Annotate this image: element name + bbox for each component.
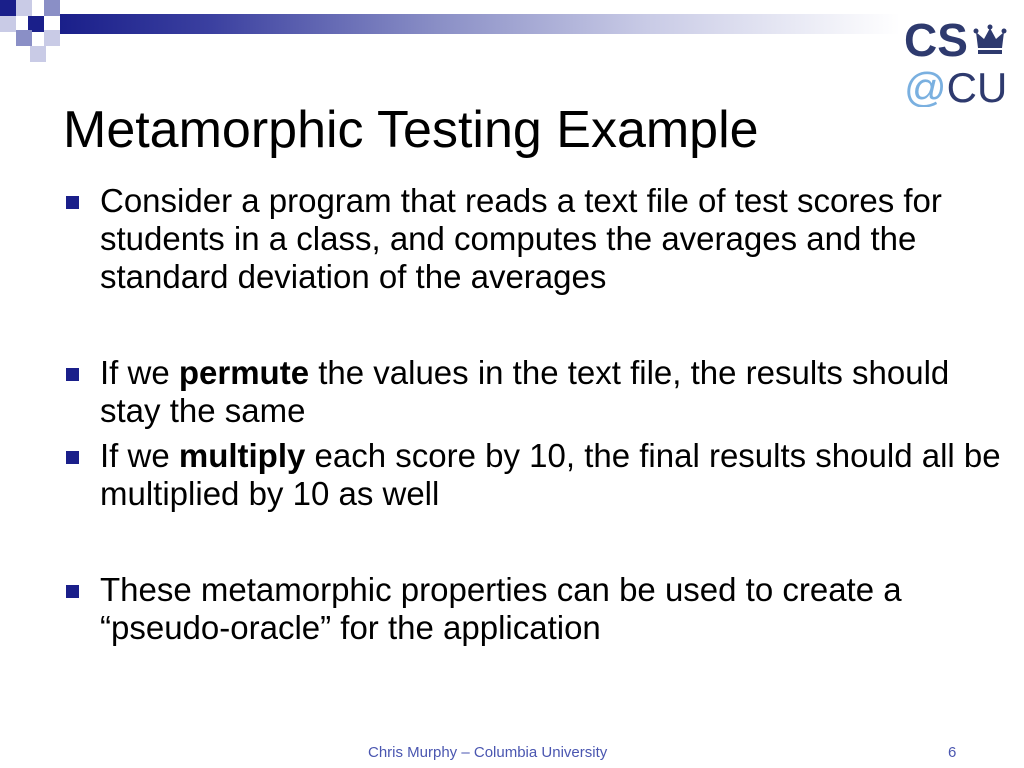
cs-cu-logo xyxy=(902,12,1012,107)
header-band xyxy=(60,14,900,34)
bullet-text: These metamorphic properties can be used to create a “pseudo-oracle” for the application xyxy=(100,571,902,646)
deco-square xyxy=(30,46,46,62)
bullet-text: Consider a program that reads a text file of test scores for students in a class, and computes the averages and the standard deviation of the averages xyxy=(100,182,942,295)
deco-square xyxy=(16,30,32,46)
bullet-item xyxy=(62,437,1012,513)
bullet-square-icon xyxy=(66,196,79,209)
bullet-square-icon xyxy=(66,451,79,464)
deco-square xyxy=(0,16,16,32)
deco-square xyxy=(0,0,16,16)
bullet-square-icon xyxy=(66,368,79,381)
deco-square xyxy=(44,30,60,46)
bullet-item xyxy=(62,354,1012,430)
bullet-text-suffix: each score by 10, the final results should all be multiplied by 10 as well xyxy=(100,437,1001,512)
bullet-emphasis: multiply xyxy=(178,437,306,474)
bullet-item xyxy=(62,571,1012,647)
bullet-text-prefix: If we xyxy=(100,437,179,474)
deco-square xyxy=(44,0,60,16)
slide-title: Metamorphic Testing Example xyxy=(63,101,759,159)
bullet-text-suffix: the values in the text file, the results should stay the same xyxy=(100,354,950,429)
bullet-list xyxy=(62,182,1012,647)
footer-text: Chris Murphy – Columbia University xyxy=(368,744,608,761)
bullet-square-icon xyxy=(66,585,79,598)
slide-number: 6 xyxy=(948,744,957,761)
deco-square xyxy=(16,0,32,16)
bullet-text-prefix: If we xyxy=(100,354,179,391)
logo-cs-text: CS xyxy=(904,14,968,66)
bullet-item xyxy=(62,182,1012,296)
bullet-emphasis: permute xyxy=(178,354,310,391)
logo-cu-text: @CU xyxy=(904,64,1008,107)
crown-icon xyxy=(974,25,1007,55)
